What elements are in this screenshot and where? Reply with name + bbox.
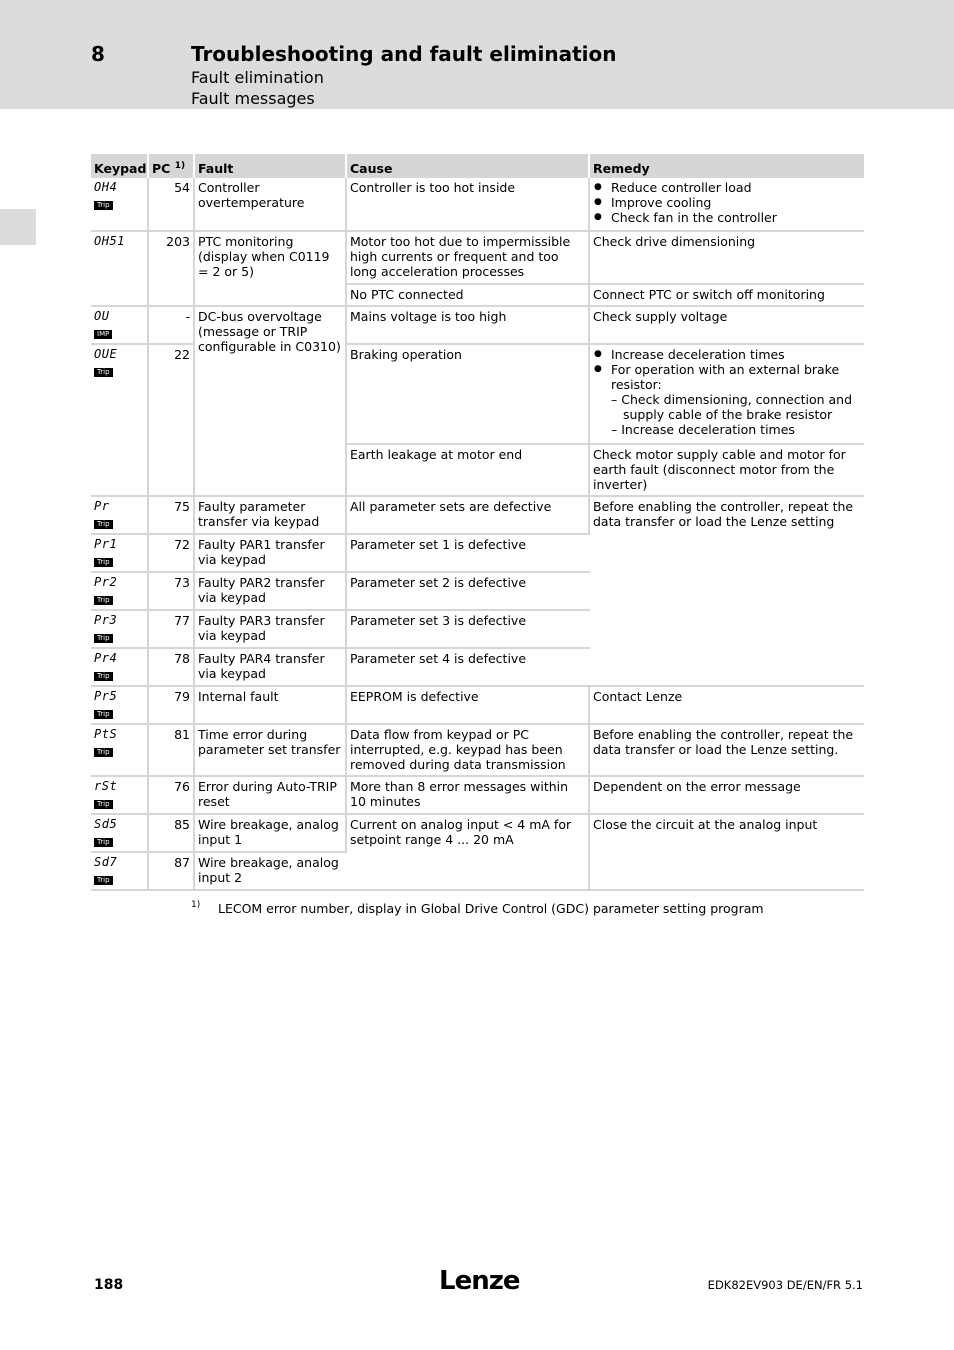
keypad-cell bbox=[91, 815, 149, 853]
table-row bbox=[91, 232, 864, 285]
pc-cell: - bbox=[149, 307, 195, 345]
fault-cell: Wire breakage, analog input 1 bbox=[195, 815, 347, 853]
fault-cell: Faulty parameter transfer via keypad bbox=[195, 497, 347, 535]
table-row bbox=[91, 777, 864, 815]
lenze-logo: Lenze bbox=[439, 1266, 520, 1296]
fault-cell: PTC monitoring (display when C0119 = 2 or 5) bbox=[195, 232, 347, 307]
remedy-cell: Contact Lenze bbox=[590, 687, 864, 725]
trip-tag: Trip bbox=[94, 201, 113, 210]
subsection-title: Fault messages bbox=[191, 89, 315, 108]
cause-cell: Mains voltage is too high bbox=[347, 307, 590, 345]
fault-cell: Error during Auto-TRIP reset bbox=[195, 777, 347, 815]
pc-cell: 76 bbox=[149, 777, 195, 815]
list-item: ● For operation with an external brake resistor: bbox=[593, 362, 861, 392]
fault-cell: Faulty PAR4 transfer via keypad bbox=[195, 649, 347, 687]
cause-cell: Parameter set 4 is defective bbox=[347, 649, 590, 687]
list-item: – Increase deceleration times bbox=[611, 422, 795, 437]
fault-cell: DC-bus overvoltage (message or TRIP configurable in C0310) bbox=[195, 307, 347, 497]
fault-cell: Faulty PAR3 transfer via keypad bbox=[195, 611, 347, 649]
trip-tag: Trip bbox=[94, 672, 113, 681]
keypad-cell bbox=[91, 345, 149, 497]
pc-cell: 54 bbox=[149, 178, 195, 232]
chapter-title: Troubleshooting and fault elimination bbox=[191, 42, 617, 66]
pc-cell: 22 bbox=[149, 345, 195, 497]
trip-tag: Trip bbox=[94, 596, 113, 605]
pc-cell: 73 bbox=[149, 573, 195, 611]
trip-tag: Trip bbox=[94, 558, 113, 567]
trip-tag: Trip bbox=[94, 838, 113, 847]
remedy-cell: Connect PTC or switch off monitoring bbox=[590, 285, 864, 307]
keypad-cell bbox=[91, 307, 149, 345]
trip-tag: Trip bbox=[94, 876, 113, 885]
list-item: – Check dimensioning, connection and supply cable of the brake resistor bbox=[611, 392, 853, 422]
fault-cell: Internal fault bbox=[195, 687, 347, 725]
pc-cell: 72 bbox=[149, 535, 195, 573]
keypad-code: OH4 bbox=[94, 180, 118, 194]
cause-cell: Parameter set 1 is defective bbox=[347, 535, 590, 573]
pc-cell: 203 bbox=[149, 232, 195, 307]
cause-cell: Parameter set 3 is defective bbox=[347, 611, 590, 649]
keypad-cell bbox=[91, 687, 149, 725]
keypad-code: Pr5 bbox=[94, 689, 118, 703]
keypad-cell bbox=[91, 611, 149, 649]
imp-tag: IMP bbox=[94, 330, 112, 339]
cause-cell: Braking operation bbox=[347, 345, 590, 445]
table-row bbox=[91, 178, 864, 232]
trip-tag: Trip bbox=[94, 800, 113, 809]
keypad-code: Pr2 bbox=[94, 575, 118, 589]
list-item: ● Improve cooling bbox=[593, 195, 861, 210]
cause-cell: Earth leakage at motor end bbox=[347, 445, 590, 497]
keypad-code: OUE bbox=[94, 347, 118, 361]
remedy-cell: Check drive dimensioning bbox=[590, 232, 864, 285]
pc-cell: 87 bbox=[149, 853, 195, 891]
keypad-code: rSt bbox=[94, 779, 118, 793]
fault-messages-table bbox=[91, 154, 864, 891]
keypad-code: OH51 bbox=[94, 234, 125, 248]
remedy-cell: Close the circuit at the analog input bbox=[590, 815, 864, 891]
pc-cell: 81 bbox=[149, 725, 195, 777]
fault-cell: Time error during parameter set transfer bbox=[195, 725, 347, 777]
trip-tag: Trip bbox=[94, 520, 113, 529]
keypad-code: Pr3 bbox=[94, 613, 118, 627]
chapter-tab-marker bbox=[0, 209, 36, 245]
keypad-code: Sd7 bbox=[94, 855, 118, 869]
keypad-code: Pr bbox=[94, 499, 110, 513]
footnote-marker: 1) bbox=[191, 900, 201, 910]
remedy-cell: Before enabling the controller, repeat the data transfer or load the Lenze setting. bbox=[590, 725, 864, 777]
table-row bbox=[91, 687, 864, 725]
cause-cell: No PTC connected bbox=[347, 285, 590, 307]
keypad-cell bbox=[91, 535, 149, 573]
col-header-pc: PC $^{1)}$ bbox=[149, 154, 195, 178]
fault-cell: Controller overtemperature bbox=[195, 178, 347, 232]
chapter-number: 8 bbox=[91, 42, 105, 66]
keypad-cell bbox=[91, 725, 149, 777]
remedy-cell: Check motor supply cable and motor for earth fault (disconnect motor from the inverter) bbox=[590, 445, 864, 497]
trip-tag: Trip bbox=[94, 368, 113, 377]
list-item: ● Increase deceleration times bbox=[593, 347, 861, 362]
list-item: ● Check fan in the controller bbox=[593, 210, 861, 225]
cause-cell: More than 8 error messages within 10 minutes bbox=[347, 777, 590, 815]
keypad-code: PtS bbox=[94, 727, 118, 741]
pc-cell: 75 bbox=[149, 497, 195, 535]
remedy-cell: Before enabling the controller, repeat the data transfer or load the Lenze setting bbox=[590, 497, 864, 687]
remedy-cell bbox=[590, 345, 864, 445]
fault-cell: Faulty PAR2 transfer via keypad bbox=[195, 573, 347, 611]
cause-cell: Data flow from keypad or PC interrupted, e.g. keypad has been removed during data transmission bbox=[347, 725, 590, 777]
keypad-cell bbox=[91, 573, 149, 611]
page-number: 188 bbox=[94, 1277, 124, 1293]
document-id: EDK82EV903 DE/EN/FR 5.1 bbox=[707, 1278, 863, 1292]
table-row bbox=[91, 307, 864, 345]
col-header-keypad: Keypad bbox=[91, 154, 149, 178]
keypad-cell bbox=[91, 497, 149, 535]
table-header-row bbox=[91, 154, 864, 178]
keypad-code: OU bbox=[94, 309, 110, 323]
cause-cell: EEPROM is defective bbox=[347, 687, 590, 725]
pc-cell: 78 bbox=[149, 649, 195, 687]
pc-cell: 77 bbox=[149, 611, 195, 649]
col-header-cause: Cause bbox=[347, 154, 590, 178]
keypad-cell bbox=[91, 649, 149, 687]
section-title: Fault elimination bbox=[191, 68, 324, 87]
chapter-header bbox=[0, 0, 954, 109]
pc-cell: 79 bbox=[149, 687, 195, 725]
cause-cell: Parameter set 2 is defective bbox=[347, 573, 590, 611]
keypad-cell bbox=[91, 178, 149, 232]
table-row bbox=[91, 725, 864, 777]
remedy-cell: Dependent on the error message bbox=[590, 777, 864, 815]
col-header-remedy: Remedy bbox=[590, 154, 864, 178]
table-row bbox=[91, 815, 864, 853]
keypad-cell bbox=[91, 777, 149, 815]
trip-tag: Trip bbox=[94, 634, 113, 643]
keypad-code: Pr4 bbox=[94, 651, 118, 665]
footnote-text: LECOM error number, display in Global Drive Control (GDC) parameter setting program bbox=[218, 901, 764, 916]
pc-cell: 85 bbox=[149, 815, 195, 853]
cause-cell: Controller is too hot inside bbox=[347, 178, 590, 232]
footnote-ref: 1) bbox=[174, 160, 186, 171]
remedy-cell: Check supply voltage bbox=[590, 307, 864, 345]
fault-cell: Wire breakage, analog input 2 bbox=[195, 853, 347, 891]
cause-cell: Motor too hot due to impermissible high currents or frequent and too long acceleration processes bbox=[347, 232, 590, 285]
keypad-code: Sd5 bbox=[94, 817, 118, 831]
keypad-cell bbox=[91, 232, 149, 307]
list-item: ● Reduce controller load bbox=[593, 180, 861, 195]
cause-cell: Current on analog input < 4 mA for setpoint range 4 ... 20 mA bbox=[347, 815, 590, 891]
table-row bbox=[91, 497, 864, 535]
fault-cell: Faulty PAR1 transfer via keypad bbox=[195, 535, 347, 573]
remedy-cell bbox=[590, 178, 864, 232]
col-header-fault: Fault bbox=[195, 154, 347, 178]
cause-cell: All parameter sets are defective bbox=[347, 497, 590, 535]
trip-tag: Trip bbox=[94, 710, 113, 719]
keypad-code: Pr1 bbox=[94, 537, 118, 551]
trip-tag: Trip bbox=[94, 748, 113, 757]
keypad-cell bbox=[91, 853, 149, 891]
